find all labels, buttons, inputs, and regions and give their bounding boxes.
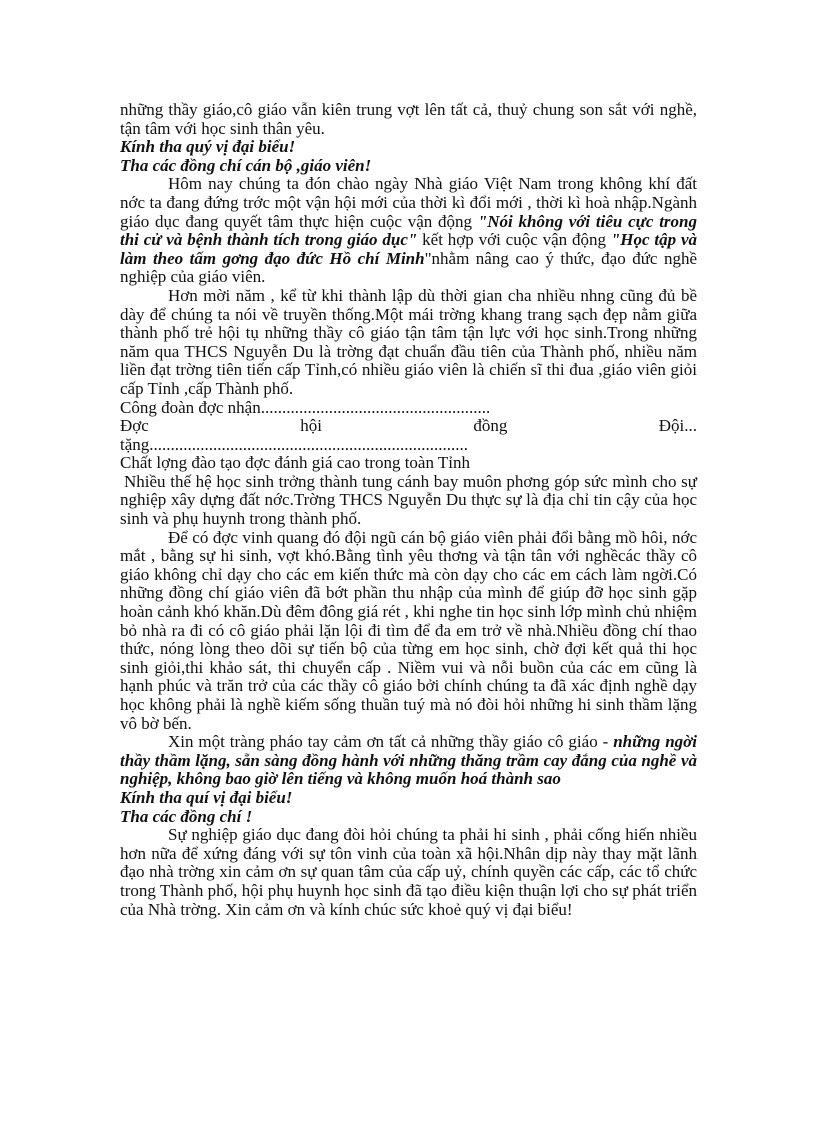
campaign-title-2: "Học tập và làm theo tấm gơng đạo đức Hồ chí Minh (120, 230, 697, 268)
text-run: "nhằm nâng cao ý thức, đạo đức nghề nghiệp của giáo viên. (120, 248, 697, 287)
paragraph-teachers-day (120, 175, 697, 287)
tribute-text: những ngời thầy thầm lặng, sẵn sàng đồng hành với những thăng trầm cay đắng của nghề và nghiệp, không bao giờ lên tiếng và không muốn hoá thành sao (120, 732, 697, 789)
greeting-staff: Tha các đồng chí cán bộ ,giáo viên! (120, 155, 372, 175)
text-run: Xin một tràng pháo tay cảm ơn tất cả những thầy giáo cô giáo - (168, 732, 614, 752)
paragraph-intro: những thầy giáo,cô giáo vẫn kiên trung vợt lên tất cả, thuỷ chung son sắt với nghề, tận tâm với học sinh thân yêu. (120, 100, 697, 138)
greeting-guests-2: Kính tha quí vị đại biểu! (120, 787, 293, 807)
document-page (120, 101, 697, 919)
text-run: Hôm nay chúng ta đón chào ngày Nhà giáo Việt Nam trong không khí đất nớc ta đang đứng trớc một vận hội mới của thời kì đổi mới , thời kì hoà nhập.Ngành giáo dục đang quyết tâm thực hiện cuộc vận động (120, 174, 697, 231)
paragraph-generations: Nhiều thế hệ học sinh trởng thành tung cánh bay muôn phơng góp sức mình cho sự nghiệp xây dựng đất nớc.Trờng THCS Nguyễn Du thực sự là địa chỉ tin cậy của học sinh và phụ huynh trong thành phố. (120, 471, 697, 529)
campaign-title-1: "Nói không với tiêu cực trong thi cử và bệnh thành tích trong giáo dục" (120, 211, 697, 250)
paragraph-sacrifice: Để có đợc vinh quang đó đội ngũ cán bộ giáo viên phải đổi bằng mồ hôi, nớc mắt , bằng sự hi sinh, vợt khó.Bằng tình yêu thơng và tận tân với nghềcác thầy cô giáo không chỉ dạy cho các em kiến thức mà còn dạy cho các em cách làm ngời.Có những đồng chí giáo viên đã bớt phần thu nhập của mình để giúp đỡ học sinh gặp hoàn cảnh khó khăn.Dù đêm đông giá rét , khi nghe tin học sinh lớp mình chủ nhiệm bỏ nhà ra đi có cô giáo phải lặn lội đi tìm để đa em trở về nhà.Nhiều đồng chí thao thức, nóng lòng theo dõi sự tiến bộ của từng em học sinh, chờ đợi kết quả thi học sinh giỏi,thi khảo sát, thi chuyển cấp . Niềm vui và nỗi buồn của các em cũng là hạnh phúc và trăn trở của các thầy cô giáo bởi chính chúng ta đã xác định nghề dạy học không phải là nghề kiếm sống thuần tuý mà nó đòi hỏi những hi sinh thầm lặng vô bờ bến. (120, 527, 697, 733)
greeting-guests: Kính tha quý vị đại biểu! (120, 137, 296, 157)
line-union: Công đoàn đợc nhận...................................................... (120, 397, 491, 417)
line-quality: Chất lợng đào tạo đợc đánh giá cao trong toàn Tỉnh (120, 453, 471, 473)
spread-word: Đội... (658, 416, 697, 436)
paragraph-closing: Sự nghiệp giáo dục đang đòi hỏi chúng ta phải hi sinh , phải cống hiến nhiều hơn nữa để xứng đáng với sự tôn vinh của toàn xã hội.Nhân dịp này thay mặt lãnh đạo nhà trờng xin cảm ơn sự quan tâm của cấp uỷ, chính quyền các cấp, các tổ chức trong Thành phố, hội phụ huynh học sinh đã tạo điều kiện thuận lợi cho sự phát triển của Nhà trờng. Xin cảm ơn và kính chúc sức khoẻ quý vị đại biểu! (120, 825, 697, 919)
greeting-comrades: Tha các đồng chí ! (120, 806, 253, 826)
paragraph-history: Hơn mời năm , kể từ khi thành lập dù thời gian cha nhiều nhng cũng đủ bề dày để chúng ta nói về truyền thống.Một mái trờng khang trang sạch đẹp nằm giữa thành phố trẻ hội tụ những thầy cô giáo tận tâm tận lực với học sinh.Trong những năm qua THCS Nguyễn Du là trờng đạt chuẩn đầu tiên của Thành phố, nhiều năm liền đạt trờng tiên tiến cấp Tỉnh,có nhiều giáo viên là chiến sĩ thi đua ,giáo viên giỏi cấp Tỉnh ,cấp Thành phố. (120, 285, 697, 398)
text-run: kết hợp với cuộc vận động (417, 230, 611, 250)
line-award: tặng........................................................................... (120, 434, 469, 454)
paragraph-applause (120, 733, 697, 789)
line-spread (120, 417, 697, 436)
spread-word: đồng (473, 416, 508, 436)
spread-word: hội (300, 416, 322, 436)
spread-word: Đợc (120, 416, 149, 436)
